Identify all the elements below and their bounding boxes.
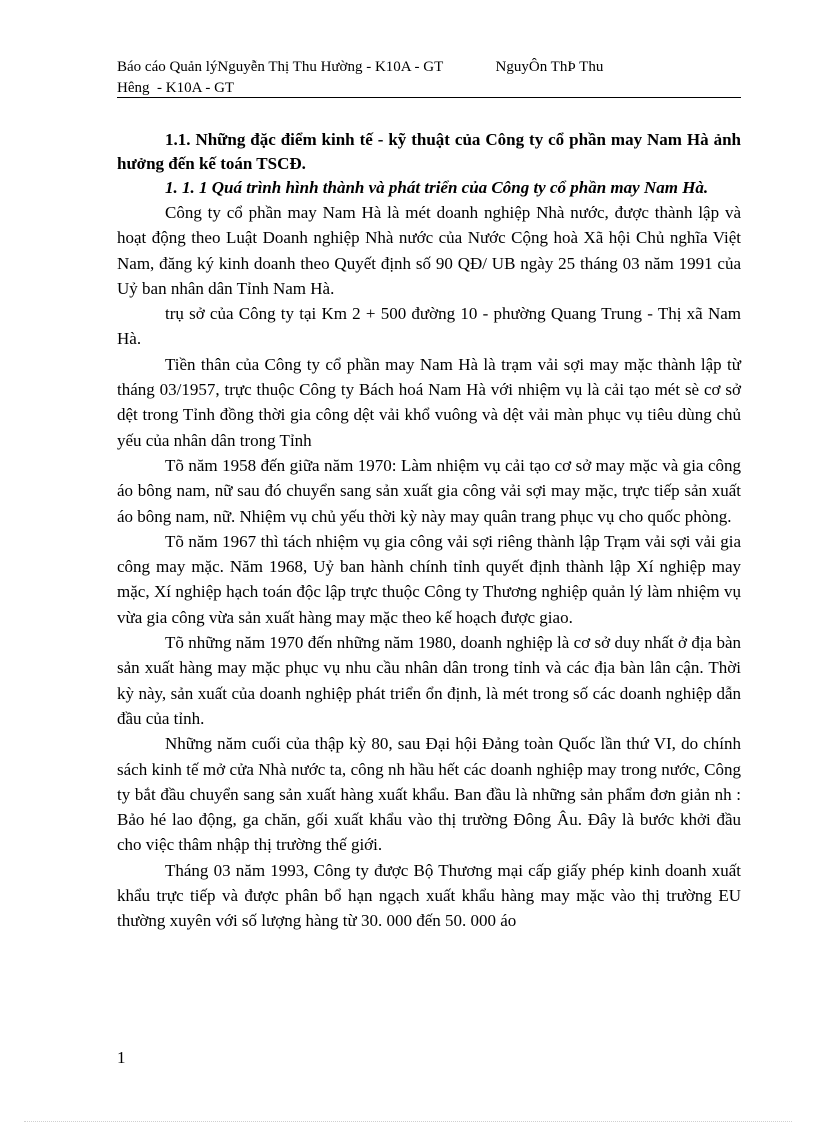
- paragraph-5: Tõ năm 1967 thì tách nhiệm vụ gia công vải sợi riêng thành lập Trạm vải sợi vải gia công may mặc. Năm 1968, Uỷ ban hành chính tỉnh quyết định thành lập Xí nghiệp may mặc, Xí nghiệp hạch toán độc lập trực thuộc Công ty Thương nghiệp quản lý làm nhiệm vụ vừa gia công vừa sản xuất hàng may mặc theo kế hoạch được giao.: [117, 531, 741, 627]
- paragraph-8: Tháng 03 năm 1993, Công ty được Bộ Thương mại cấp giấy phép kinh doanh xuất khẩu trực tiếp và được phân bổ hạn ngạch xuất khẩu hàng may mặc vào thị trường EU thường xuyên với số lượng hàng từ 30. 000 đến 50. 000 áo: [117, 860, 741, 931]
- page-number: 1: [117, 1048, 126, 1067]
- subsection-heading: 1. 1. 1 Quá trình hình thành và phát triển của Công ty cổ phần may Nam Hà.: [165, 178, 709, 197]
- paragraph-2: trụ sở của Công ty tại Km 2 + 500 đường 10 - phường Quang Trung - Thị xã Nam Hà.: [117, 304, 741, 349]
- section-heading: 1.1. Những đặc điểm kinh tế - kỹ thuật của Công ty cổ phần may Nam Hà ảnh hưởng đến kế toán TSCĐ.: [117, 130, 741, 173]
- header-line-2: Hêng - K10A - GT: [117, 80, 235, 96]
- paragraph-6: Tõ những năm 1970 đến những năm 1980, doanh nghiệp là cơ sở duy nhất ở địa bàn sản xuất hàng may mặc phục vụ nhu cầu nhân dân trong tỉnh và các địa bàn lân cận. Thời kỳ này, sản xuất của doanh nghiệp phát triển ổn định, là mét trong số các doanh nghiệp dẫn đầu của tỉnh.: [117, 633, 741, 728]
- header-divider: [117, 97, 741, 98]
- page-header: [117, 57, 741, 99]
- page-bottom-divider: [24, 1121, 792, 1122]
- paragraph-1: Công ty cổ phần may Nam Hà là mét doanh nghiệp Nhà nước, được thành lập và hoạt động theo Luật Doanh nghiệp Nhà nước của Nước Cộng hoà Xã hội Chủ nghĩa Việt Nam, đăng ký kinh doanh theo Quyết định số 90 QĐ/ UB ngày 25 tháng 03 năm 1991 của Uỷ ban nhân dân Tỉnh Nam Hà.: [117, 203, 741, 298]
- paragraph-7: Những năm cuối của thập kỳ 80, sau Đại hội Đảng toàn Quốc lần thứ VI, do chính sách kinh tế mở cửa Nhà nước ta, công nh hầu hết các doanh nghiệp may trong nước, Công ty bắt đầu chuyển sang sản xuất hàng xuất khẩu. Ban đầu là những sản phẩm đơn giản nh : Bảo hé lao động, ga chăn, gối xuất khẩu vào thị trường Đông Âu. Đây là bước khởi đầu cho việc thâm nhập thị trường thế giới.: [117, 734, 741, 855]
- paragraph-3: Tiền thân của Công ty cổ phần may Nam Hà là trạm vải sợi may mặc thành lập từ tháng 03/1957, trực thuộc Công ty Bách hoá Nam Hà với nhiệm vụ là cải tạo mét sè cơ sở dệt trong Tỉnh đồng thời gia công dệt vải khổ vuông và dệt vải màn phục vụ tiêu dùng chủ yếu của nhân dân trong Tỉnh: [117, 354, 741, 450]
- header-line-1: Báo cáo Quản lýNguyễn Thị Thu Hường - K10A - GT NguyÔn ThÞ Thu: [117, 59, 604, 75]
- paragraph-4: Tõ năm 1958 đến giữa năm 1970: Làm nhiệm vụ cải tạo cơ sở may mặc và gia công áo bông nam, nữ sau đó chuyển sang sản xuất gia công vải sợi may mặc, trực tiếp sản xuất áo bông nam, nữ. Nhiệm vụ chủ yếu thời kỳ này may quân trang phục vụ cho quốc phòng.: [117, 455, 741, 526]
- document-body: [117, 128, 741, 934]
